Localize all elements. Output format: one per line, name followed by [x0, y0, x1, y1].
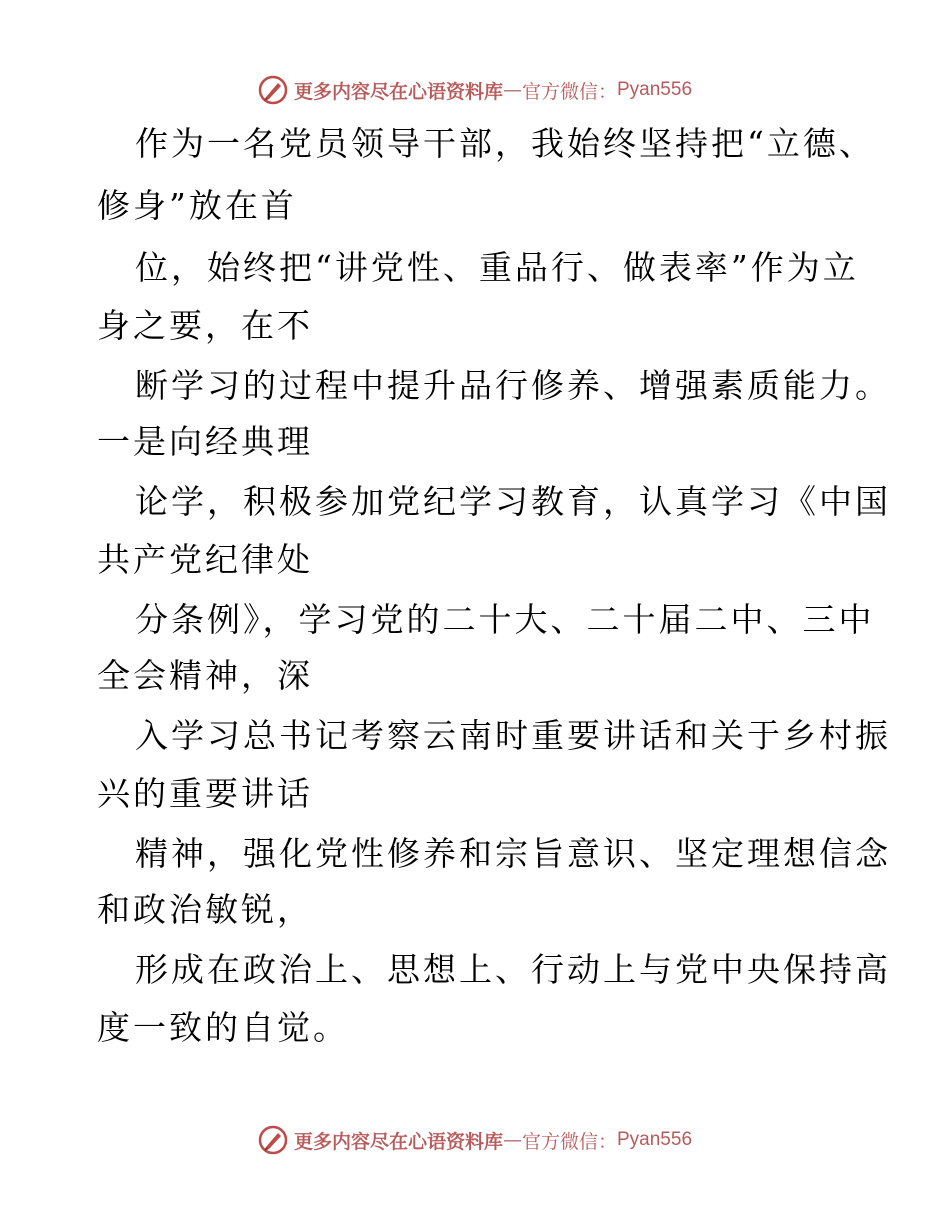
body-line: 断学习的过程中提升品行修养、增强素质能力。 — [135, 366, 891, 405]
body-line: 精神，强化党性修养和宗旨意识、坚定理想信念 — [135, 834, 891, 873]
watermark-wechat-id: Pyan556 — [617, 1129, 693, 1150]
quill-seal-icon — [258, 1125, 288, 1155]
body-line: 入学习总书记考察云南时重要讲话和关于乡村振 — [135, 716, 891, 755]
watermark-separator: — — [502, 79, 522, 101]
watermark-brand: 更多内容尽在心语资料库 — [293, 80, 503, 103]
watermark-separator: — — [502, 1129, 522, 1151]
body-line: 位，始终把“讲党性、重品行、做表率”作为立 — [135, 248, 859, 287]
body-line: 身之要，在不 — [97, 306, 313, 345]
body-line: 和政治敏锐， — [97, 890, 313, 929]
header-watermark — [0, 70, 950, 110]
watermark-brand: 更多内容尽在心语资料库 — [293, 1130, 503, 1153]
body-line: 分条例》，学习党的二十大、二十届二中、三中 — [135, 600, 875, 639]
watermark-wechat-label: 官方微信： — [521, 80, 617, 103]
body-line: 兴的重要讲话 — [97, 774, 313, 813]
watermark-wechat-id: Pyan556 — [617, 79, 693, 100]
body-line: 修身”放在首 — [97, 186, 297, 225]
body-line: 作为一名党员领导干部，我始终坚持把“立德、 — [135, 124, 875, 163]
quill-seal-icon — [258, 75, 288, 105]
body-line: 形成在政治上、思想上、行动上与党中央保持高 — [135, 950, 891, 989]
body-line: 论学，积极参加党纪学习教育，认真学习《中国 — [135, 482, 891, 521]
footer-watermark — [0, 1120, 950, 1160]
body-line: 度一致的自觉。 — [97, 1008, 349, 1047]
body-line: 一是向经典理 — [97, 422, 313, 461]
watermark-wechat-label: 官方微信： — [521, 1130, 617, 1153]
body-line: 全会精神，深 — [97, 656, 313, 695]
body-line: 共产党纪律处 — [97, 540, 313, 579]
